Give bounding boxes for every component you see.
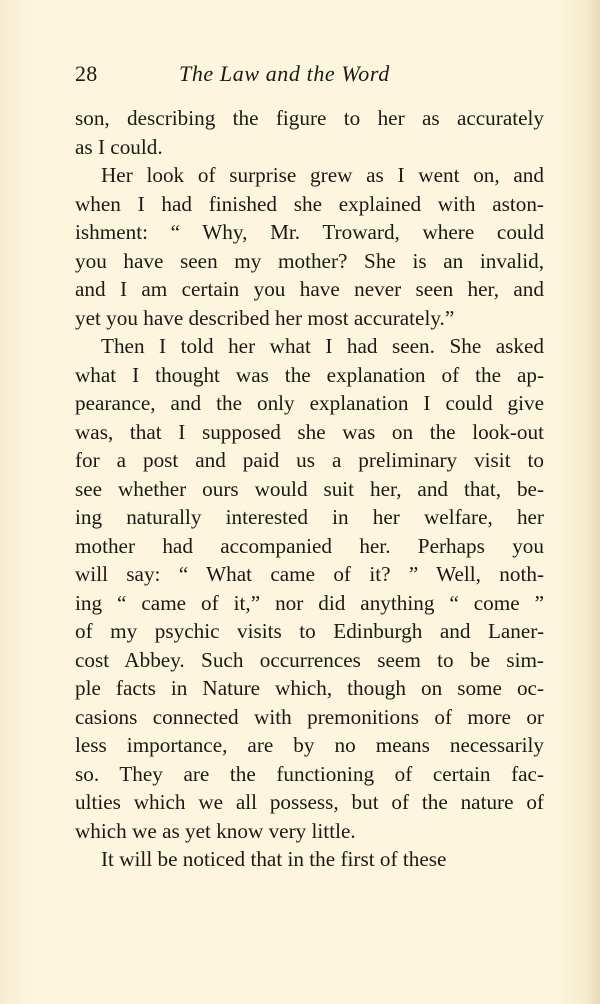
text-line-content: cost Abbey. Such occurrences seem to be sim- [75,647,544,672]
text-line-content: Then I told her what I had seen. She asked [101,334,544,358]
text-line-content: see whether ours would suit her, and that, be- [75,476,544,501]
text-line-content: for a post and paid us a preliminary visit to [75,448,544,472]
text-line-content: so. They are the functioning of certain fac- [75,761,544,786]
page-number: 28 [75,61,98,86]
text-line [75,418,544,447]
text-line-content: son, describing the figure to her as accurately [75,106,544,130]
text-line [75,304,544,333]
text-line-content: casions connected with premonitions of more or [75,704,544,729]
text-line-content: Her look of surprise grew as I went on, and [101,163,544,187]
text-line [75,332,544,361]
body-text [75,104,544,874]
text-line-content: and I am certain you have never seen her, and [75,277,544,301]
text-line [75,133,544,162]
text-line [75,275,544,304]
text-line [75,104,544,133]
text-line [75,731,544,760]
text-line-content: was, that I supposed she was on the look-out [75,419,544,444]
text-line [75,760,544,789]
text-line [75,361,544,390]
text-line [75,646,544,675]
text-line-content: ing “ came of it,” nor did anything “ come ” [75,590,544,615]
text-line [75,161,544,190]
text-line [75,674,544,703]
text-line-content: ulties which we all possess, but of the nature of [75,790,544,814]
text-line-content: pearance, and the only explanation I could give [75,391,544,415]
text-line [75,503,544,532]
text-line [75,218,544,247]
text-line [75,817,544,846]
text-line [75,532,544,561]
text-line [75,589,544,618]
text-line-content: mother had accompanied her. Perhaps you [75,533,544,558]
page-header [70,58,542,92]
text-line-content: will say: “ What came of it? ” Well, noth- [75,562,544,586]
text-line [75,190,544,219]
text-line [75,389,544,418]
text-line [75,703,544,732]
text-line-content: less importance, are by no means necessarily [75,733,544,757]
text-line [75,560,544,589]
text-line-content: ing naturally interested in her welfare, her [75,505,544,529]
running-title: The Law and the Word [179,61,390,86]
page-edge-shadow [586,0,600,1004]
text-line-content: yet you have described her most accurately.” [75,305,455,330]
text-line [75,617,544,646]
text-line-content: ple facts in Nature which, though on some oc- [75,676,544,700]
text-line-content: as I could. [75,134,163,159]
text-line-content: you have seen my mother? She is an invalid, [75,248,544,273]
text-line-content: ishment: “ Why, Mr. Troward, where could [75,220,544,244]
text-line [75,845,544,874]
text-line [75,475,544,504]
text-line-content: when I had finished she explained with aston- [75,191,544,216]
text-line-content: what I thought was the explanation of the ap- [75,362,544,387]
text-line [75,446,544,475]
text-line-content: It will be noticed that in the first of these [101,847,447,871]
text-line-content: of my psychic visits to Edinburgh and Laner- [75,619,544,643]
text-line [75,788,544,817]
text-line [75,247,544,276]
text-line-content: which we as yet know very little. [75,818,356,843]
